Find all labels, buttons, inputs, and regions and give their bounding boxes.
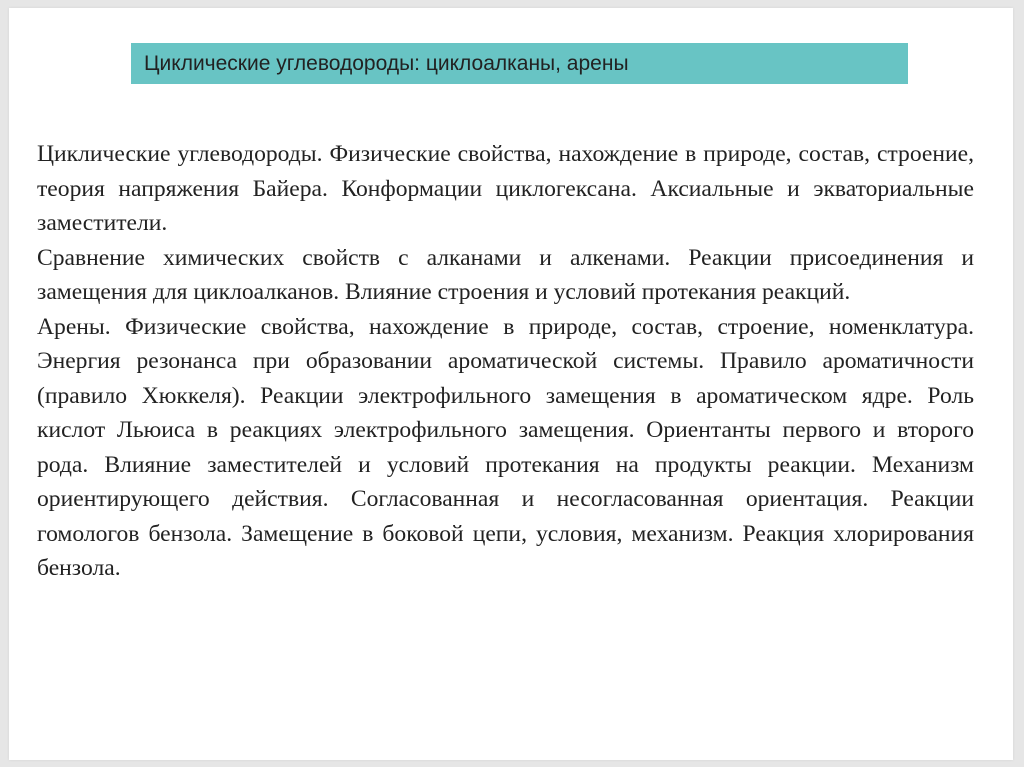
paragraph-cycloalkanes-reactions: Сравнение химических свойств с алканами и алкенами. Реакции присоединения и замещения для циклоалканов. Влияние строения и условий протекания реакций. (37, 244, 974, 305)
slide-body (37, 137, 974, 586)
title-bar (131, 43, 908, 84)
slide (9, 8, 1013, 760)
paragraph-cycloalkanes-properties: Циклические углеводороды. Физические свойства, нахождение в природе, состав, строение, теория напряжения Байера. Конформации циклогексана. Аксиальные и экваториальные заместители. (37, 141, 974, 236)
slide-title: Циклические углеводороды: циклоалканы, арены (144, 51, 629, 75)
paragraph-arenes: Арены. Физические свойства, нахождение в природе, состав, строение, номенклатура. Энергия резонанса при образовании ароматической системы. Правило ароматичности (правило Хюккеля). Реакции электрофильного замещения в ароматическом ядре. Роль кислот Льюиса в реакциях электрофильного замещения. Ориентанты первого и второго рода. Влияние заместителей и условий протекания на продукты реакции. Механизм ориентирующего действия. Согласованная и несогласованная ориентация. Реакции гомологов бензола. Замещение в боковой цепи, условия, механизм. Реакция хлорирования бензола. (37, 313, 974, 581)
